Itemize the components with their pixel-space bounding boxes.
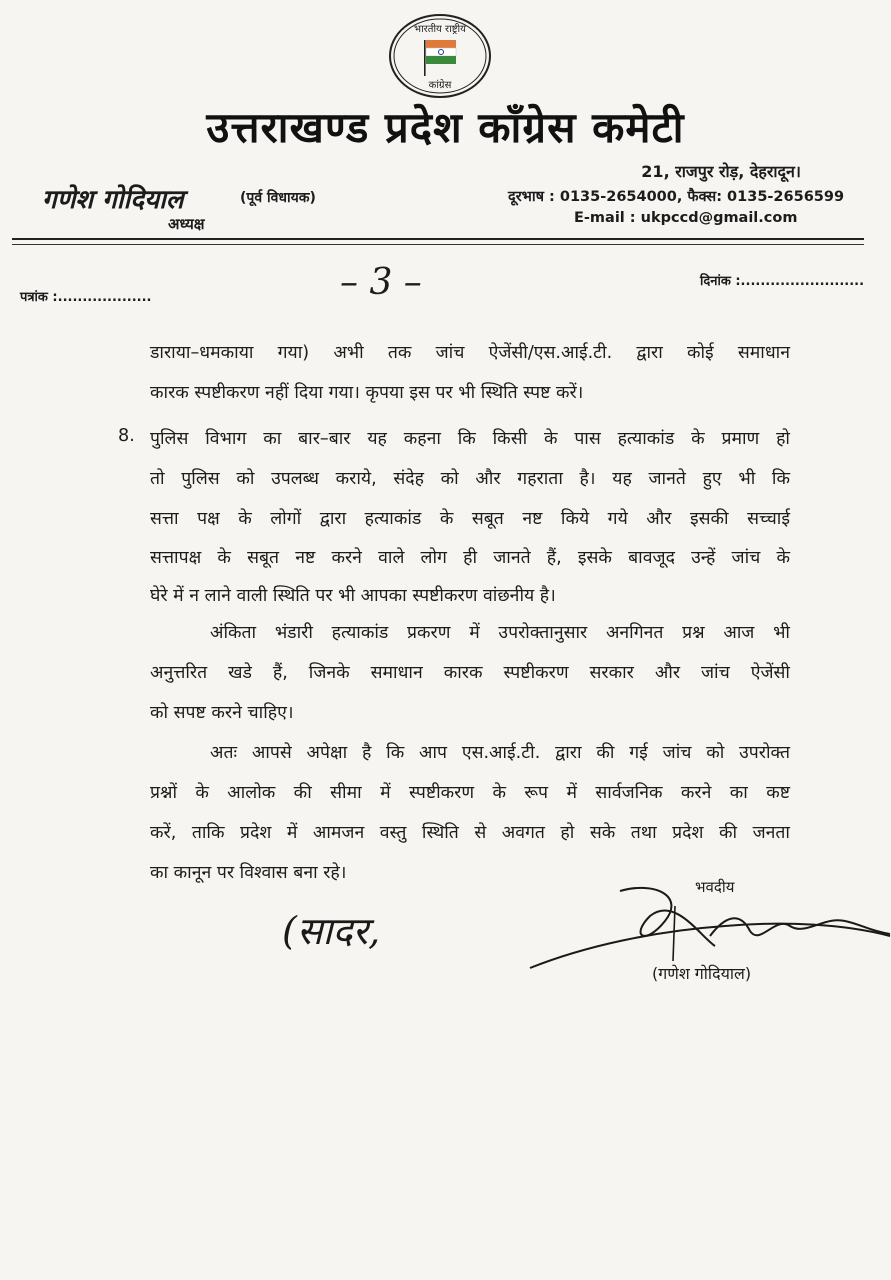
header-rule-thin xyxy=(12,244,864,245)
handwritten-note: (सादर, xyxy=(282,909,381,953)
closing-salutation: भवदीय xyxy=(695,878,735,896)
body-line: डाराया–धमकाया गया) अभी तक जांच ऐजेंसी/एस.आई.टी. द्वारा कोई समाधान xyxy=(150,343,790,363)
body-line: सत्तापक्ष के सबूत नष्ट करने वाले लोग ही जानते हैं, इसके बावजूद उन्हें जांच के xyxy=(150,548,790,568)
president-name: गणेश गोदियाल xyxy=(42,185,184,215)
body-line: प्रश्नों के आलोक की सीमा में स्पष्टीकरण के रूप में सार्वजनिक करने का कष्ट xyxy=(150,783,790,803)
body-line: कारक स्पष्टीकरण नहीं दिया गया। कृपया इस पर भी स्थिति स्पष्ट करें। xyxy=(150,383,584,403)
president-title: अध्यक्ष xyxy=(168,215,205,233)
date-field: दिनांक :......................... xyxy=(700,274,865,289)
item-number: 8. xyxy=(118,426,135,446)
organization-title: उत्तराखण्ड प्रदेश कॉंग्रेस कमेटी xyxy=(206,103,685,152)
body-line: अनुत्तरित खडे हैं, जिनके समाधान कारक स्पष्टीकरण सरकार और जांच ऐजेंसी xyxy=(150,663,790,683)
page-number: – 3 – xyxy=(340,262,422,303)
body-line: को सपष्ट करने चाहिए। xyxy=(150,703,294,723)
congress-logo xyxy=(386,12,494,100)
body-line: तो पुलिस को उपलब्ध कराये, संदेह को और गहराता है। यह जानते हुए भी कि xyxy=(150,469,790,489)
header-rule xyxy=(12,238,864,240)
body-line: घेरे में न लाने वाली स्थिति पर भी आपका स्पष्टीकरण वांछनीय है। xyxy=(150,586,556,606)
phone-fax: दूरभाष : 0135-2654000, फैक्स: 0135-2656599 xyxy=(508,189,845,205)
signatory-name: (गणेश गोदियाल) xyxy=(652,964,752,983)
address: 21, राजपुर रोड़, देहरादून। xyxy=(641,162,801,181)
reference-number: पत्रांक :................... xyxy=(20,290,152,305)
email: E-mail : ukpccd@gmail.com xyxy=(574,210,798,226)
body-line: अतः आपसे अपेक्षा है कि आप एस.आई.टी. द्वारा की गई जांच को उपरोक्त xyxy=(210,743,790,763)
body-line: सत्ता पक्ष के लोगों द्वारा हत्याकांड के सबूत नष्ट किये गये और इसकी सच्चाई xyxy=(150,509,790,529)
logo-text-bottom: कांग्रेस xyxy=(428,80,452,91)
body-line: का कानून पर विश्वास बना रहे। xyxy=(150,863,347,883)
body-line: अंकिता भंडारी हत्याकांड प्रकरण में उपरोक्तानुसार अनगिनत प्रश्न आज भी xyxy=(210,623,790,643)
body-line: करें, ताकि प्रदेश में आमजन वस्तु स्थिति से अवगत हो सके तथा प्रदेश की जनता xyxy=(150,823,790,843)
body-line: पुलिस विभाग का बार–बार यह कहना कि किसी के पास हत्याकांड के प्रमाण हो xyxy=(150,429,790,449)
president-note: (पूर्व विधायक) xyxy=(240,190,316,206)
logo-text-top: भारतीय राष्ट्रीय xyxy=(414,24,466,35)
